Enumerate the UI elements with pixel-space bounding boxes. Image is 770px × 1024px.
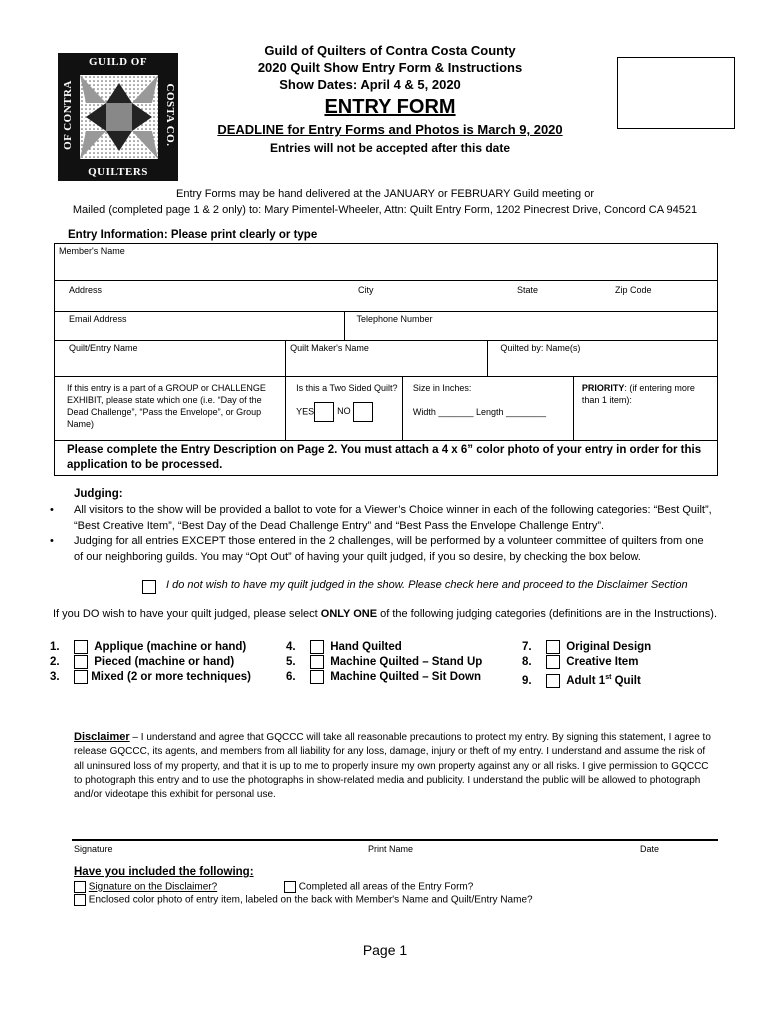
select-post: of the following judging categories (definitions are in the Instructions). [377, 608, 718, 620]
quilted-by-field[interactable] [488, 341, 718, 377]
guild-logo [58, 53, 178, 181]
entry-info-heading: Entry Information: Please print clearly or type [68, 229, 318, 241]
select-pre: If you DO wish to have your quilt judged, please select [52, 608, 321, 620]
checklist-item-3 [74, 894, 533, 906]
telephone-field[interactable] [344, 312, 718, 341]
cat-5-checkbox[interactable] [310, 655, 324, 669]
cat-7-label: Original Design [566, 641, 652, 654]
cat-6-checkbox[interactable] [310, 670, 324, 684]
checklist-label-2: Completed all areas of the Entry Form? [298, 881, 474, 893]
deadline-note: Entries will not be accepted after this date [269, 141, 511, 155]
email-label: Email Address [69, 314, 127, 324]
opt-out-checkbox[interactable] [142, 578, 156, 596]
zip-field[interactable]: Zip Code [615, 285, 652, 295]
checklist-checkbox-2[interactable] [284, 881, 296, 893]
form-subtitle: 2020 Quilt Show Entry Form & Instructions [257, 60, 523, 75]
bullet-icon: • [50, 535, 54, 547]
group-field[interactable] [55, 377, 286, 441]
judging-heading: Judging: [74, 488, 123, 500]
no-label: NO [337, 406, 351, 417]
cat-num: 5. [286, 656, 296, 669]
length-field[interactable]: Length ________ [475, 407, 547, 417]
judging-bullet-1: All visitors to the show will be provided a ballot to vote for a Viewer’s Choice winner in each of the following categories: “Best Quilt”, “Best Creative Item”, “Best Day of the Dead Challenge Entry” and “Best Pass the Envelope Challenge Entry”. [74, 504, 712, 532]
complete-description-note [55, 441, 718, 476]
checklist-label-1: Signature on the Disclaimer? [88, 881, 218, 893]
print-name-label: Print Name [368, 844, 414, 854]
cat-1-label: Applique (machine or hand) [94, 641, 247, 654]
group-label: If this entry is a part of a GROUP or CHALLENGE EXHIBIT, please state which one (i.e. “Day of the Dead Challenge”, “Pass the Envelope”, or Group Name) [67, 383, 266, 429]
maker-field[interactable] [286, 341, 488, 377]
cat-num: 7. [522, 641, 532, 654]
checklist-checkbox-1[interactable] [74, 881, 86, 893]
priority-label: PRIORITY [581, 383, 625, 393]
entry-info-table [54, 243, 718, 476]
members-name-label: Member's Name [59, 246, 125, 256]
cat-num: 2. [50, 656, 60, 669]
size-label: Size in Inches: [412, 383, 472, 393]
address-field[interactable]: Address [69, 285, 103, 295]
checklist-heading: Have you included the following: [74, 866, 254, 878]
cat-num: 6. [286, 671, 296, 684]
cat-9-checkbox[interactable] [546, 674, 560, 688]
select-one-instruction [0, 608, 770, 620]
cat-5-label: Machine Quilted – Stand Up [330, 656, 483, 669]
disclaimer-label: Disclaimer [74, 731, 130, 743]
size-cell [402, 377, 573, 441]
quilt-name-field[interactable] [55, 341, 286, 377]
checklist-item-2 [284, 881, 473, 893]
logo-text-bottom: QUILTERS [88, 166, 148, 178]
office-use-box [617, 57, 735, 129]
opt-out-label: I do not wish to have my quilt judged in the show. Please check here and proceed to the Disclaimer Section [166, 579, 688, 591]
checklist-item-1 [74, 881, 217, 893]
cat-num: 9. [522, 674, 532, 687]
no-checkbox[interactable] [353, 402, 373, 422]
two-sided-label: Is this a Two Sided Quilt? [296, 383, 398, 393]
show-dates: Show Dates: April 4 & 5, 2020 [279, 77, 461, 92]
signature-label: Signature [74, 844, 113, 854]
yes-label: YES [296, 406, 315, 417]
logo-text-right: COSTA CO. [164, 83, 176, 147]
disclaimer [74, 730, 716, 802]
judging-bullet-2: Judging for all entries EXCEPT those entered in the 2 challenges, will be performed by a volunteer committee of quilters from one of our neighboring guilds. You may “Opt Out” of having your quilt judged, if you so desire, by checking the box below. [74, 535, 704, 563]
select-only-one: ONLY ONE [320, 608, 378, 620]
delivery-line-2: Mailed (completed page 1 & 2 only) to: Mary Pimentel-Wheeler, Attn: Quilt Entry Form, 1202 Pinecrest Drive, Concord CA 94521 [72, 204, 698, 216]
cat-3-checkbox[interactable] [74, 670, 88, 684]
signature-line[interactable] [72, 839, 718, 841]
state-field[interactable]: State [517, 285, 539, 295]
cat-2-checkbox[interactable] [74, 655, 88, 669]
maker-label: Quilt Maker's Name [290, 343, 369, 353]
telephone-label: Telephone Number [356, 314, 433, 324]
guild-name: Guild of Quilters of Contra Costa County [264, 43, 516, 58]
cat-6-label: Machine Quilted – Sit Down [330, 671, 481, 684]
cat-8-label: Creative Item [566, 656, 639, 669]
width-field[interactable]: Width _______ [412, 407, 474, 417]
cat-num: 8. [522, 656, 532, 669]
members-name-field[interactable] [55, 244, 718, 281]
cat-2-label: Pieced (machine or hand) [94, 656, 235, 669]
yes-checkbox[interactable] [314, 402, 334, 422]
quilted-by-label: Quilted by: Name(s) [500, 343, 581, 353]
deadline-text: DEADLINE for Entry Forms and Photos is March 9, 2020 [217, 122, 563, 137]
categories-col-3 [522, 640, 722, 689]
categories-col-1 [50, 640, 310, 685]
page-title: ENTRY FORM [324, 96, 456, 118]
cat-num: 4. [286, 641, 296, 654]
categories-col-2 [286, 640, 506, 685]
cat-num: 1. [50, 641, 60, 654]
address-row [55, 281, 718, 312]
cat-4-label: Hand Quilted [330, 641, 402, 654]
checklist-label-3: Enclosed color photo of entry item, labeled on the back with Member's Name and Quilt/Entry Name? [88, 894, 533, 906]
delivery-line-1: Entry Forms may be hand delivered at the JANUARY or FEBRUARY Guild meeting or [176, 188, 594, 200]
cat-3-label: Mixed (2 or more techniques) [91, 671, 251, 684]
cat-9-label: Adult 1st Quilt [566, 674, 641, 687]
email-field[interactable] [55, 312, 345, 341]
date-label: Date [640, 844, 660, 854]
quilt-block-icon [80, 75, 158, 159]
page-number: Page 1 [362, 942, 408, 958]
quilt-name-label: Quilt/Entry Name [69, 343, 138, 353]
city-field[interactable]: City [358, 285, 374, 295]
disclaimer-text: – I understand and agree that GQCCC will take all reasonable precautions to protect my entry. By signing this statement, I agree to release GQCCC, its agents, and members from all liability for any loss, damage, injury or theft of my entry. I understand and assume the risk of all uninsured loss of my property, and that it is up to me to properly insure my own property against any or all risks. I give permission to GQCCC to photograph this entry and to use the photographs in show-related media and publicity. I understand the public will be allowed to photograph and/or videotape this exhibit for personal use. [74, 732, 711, 801]
priority-note: : (if entering more than 1 item): [581, 383, 695, 405]
logo-text-top: GUILD OF [88, 56, 148, 68]
complete-note-text: Please complete the Entry Description on Page 2. You must attach a 4 x 6” color photo of your entry in order for this application to be processed. [67, 444, 702, 471]
checklist-checkbox-3[interactable] [74, 894, 86, 906]
two-sided-cell [286, 377, 403, 441]
cat-7-checkbox[interactable] [546, 640, 560, 654]
bullet-icon: • [50, 504, 54, 516]
logo-text-left: OF CONTRA [62, 80, 74, 150]
cat-num: 3. [50, 671, 60, 684]
cat-4-checkbox[interactable] [310, 640, 324, 654]
priority-field[interactable] [573, 377, 717, 441]
cat-1-checkbox[interactable] [74, 640, 88, 654]
cat-8-checkbox[interactable] [546, 655, 560, 669]
